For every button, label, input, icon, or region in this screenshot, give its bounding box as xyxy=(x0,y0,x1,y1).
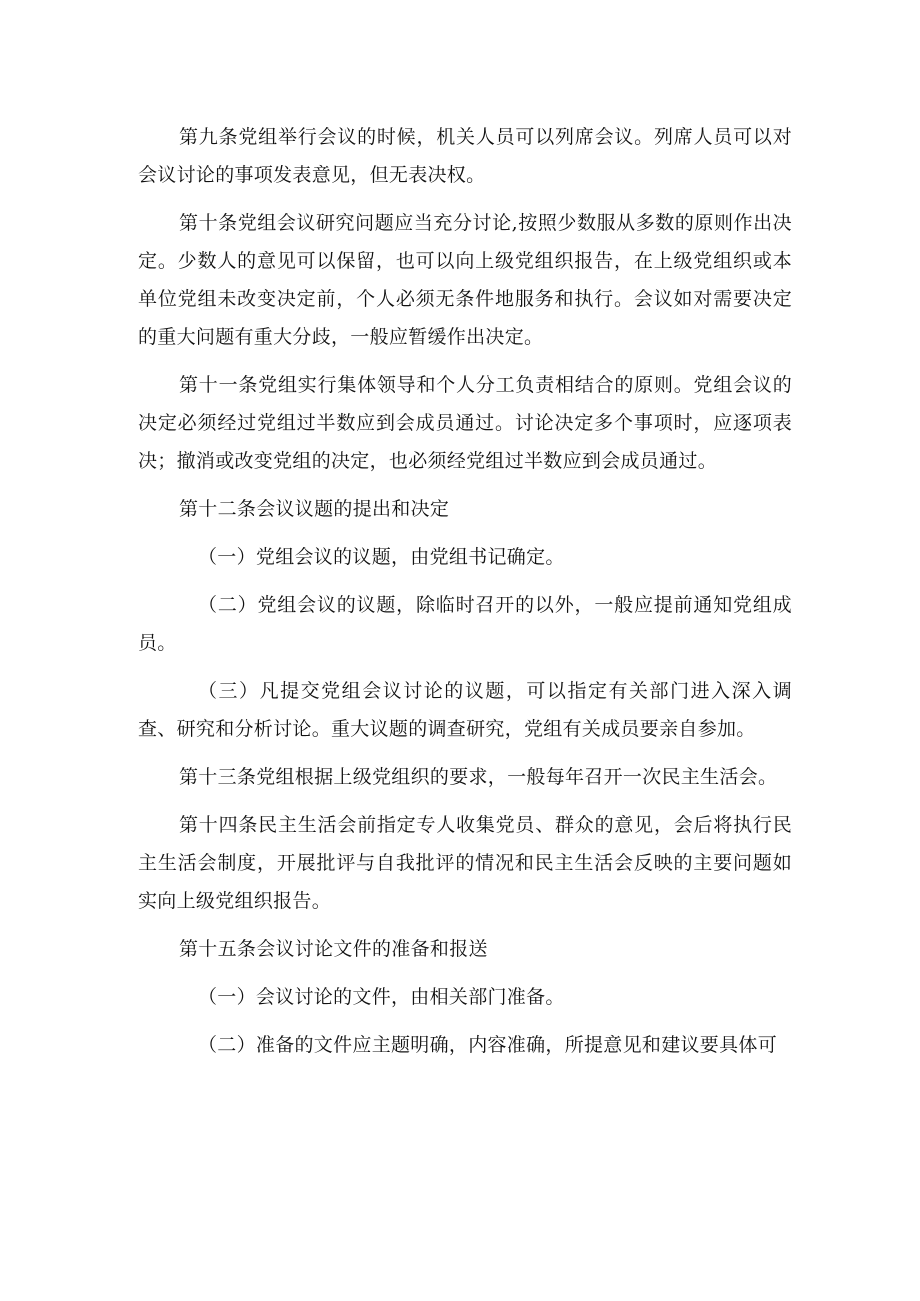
article-12-heading: 第十二条会议议题的提出和决定 xyxy=(179,498,450,520)
article-15-item-1: （一）会议讨论的文件，由相关部门准备。 xyxy=(198,986,565,1008)
article-13-paragraph: 第十三条党组根据上级党组织的要求，一般每年召开一次民主生活会。 xyxy=(179,766,778,788)
article-12-item-2: （二）党组会议的议题，除临时召开的以外，一般应提前通知党组成员。 xyxy=(138,594,792,654)
article-15-heading: 第十五条会议讨论文件的准备和报送 xyxy=(179,938,488,960)
article-12-item-3: （三）凡提交党组会议讨论的议题，可以指定有关部门进入深入调查、研究和分析讨论。重大议题的调查研究，党组有关成员要亲自参加。 xyxy=(138,680,792,740)
article-14-paragraph: 第十四条民主生活会前指定专人收集党员、群众的意见，会后将执行民主生活会制度，开展批评与自我批评的情况和民主生活会反映的主要问题如实向上级党组织报告。 xyxy=(138,814,792,912)
article-9-paragraph: 第九条党组举行会议的时候，机关人员可以列席会议。列席人员可以对会议讨论的事项发表意见，但无表决权。 xyxy=(138,126,792,186)
article-12-item-1: （一）党组会议的议题，由党组书记确定。 xyxy=(198,546,565,568)
article-10-paragraph: 第十条党组会议研究问题应当充分讨论,按照少数服从多数的原则作出决定。少数人的意见可以保留，也可以向上级党组织报告，在上级党组织或本单位党组未改变决定前，个人必须无条件地服务和执行。会议如对需要决定的重大问题有重大分歧，一般应暂缓作出决定。 xyxy=(138,212,792,348)
article-11-paragraph: 第十一条党组实行集体领导和个人分工负责相结合的原则。党组会议的决定必须经过党组过半数应到会成员通过。讨论决定多个事项时，应逐项表决；撤消或改变党组的决定，也必须经党组过半数应到会成员通过。 xyxy=(138,374,792,472)
article-15-item-2: （二）准备的文件应主题明确，内容准确，所提意见和建议要具体可 xyxy=(198,1034,778,1056)
